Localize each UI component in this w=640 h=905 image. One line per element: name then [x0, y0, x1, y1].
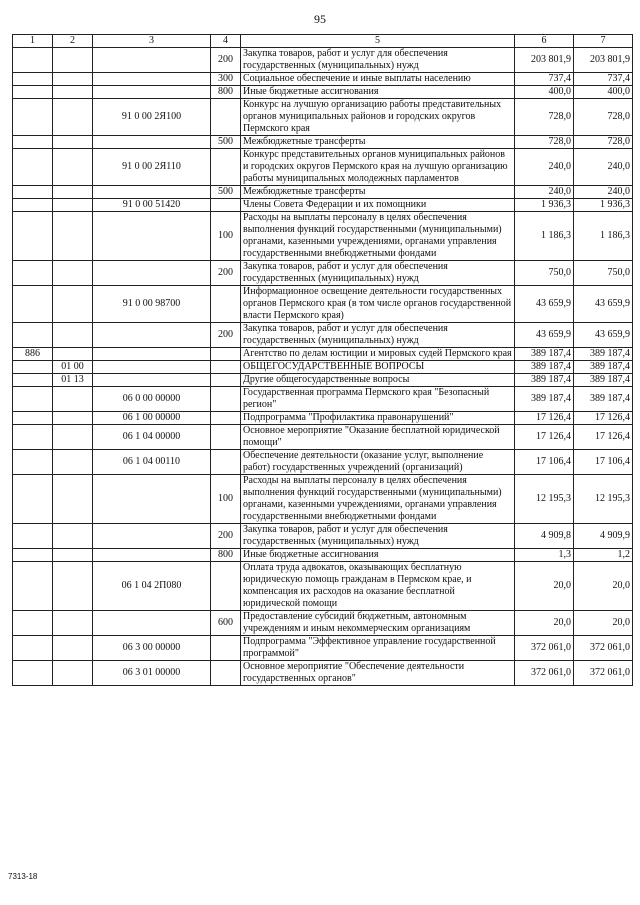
- expense-type-cell: [211, 149, 241, 186]
- target-article-cell: 91 0 00 98700: [93, 286, 211, 323]
- item-name-cell: Закупка товаров, работ и услуг для обеспечения государственных (муниципальных) нужд: [241, 323, 515, 348]
- ministry-code-cell: [13, 374, 53, 387]
- column-header: 3: [93, 35, 211, 48]
- item-name-cell: Основное мероприятие "Обеспечение деятельности государственных органов": [241, 661, 515, 686]
- amount-cell: 17 126,4: [515, 412, 574, 425]
- ministry-code-cell: [13, 48, 53, 73]
- table-row: [13, 412, 633, 425]
- section-code-cell: [53, 286, 93, 323]
- column-header: 4: [211, 35, 241, 48]
- target-article-cell: [93, 323, 211, 348]
- expense-type-cell: 100: [211, 475, 241, 524]
- amount-cell: 240,0: [574, 149, 633, 186]
- section-code-cell: [53, 524, 93, 549]
- target-article-cell: [93, 348, 211, 361]
- target-article-cell: [93, 524, 211, 549]
- section-code-cell: [53, 549, 93, 562]
- table-row: [13, 73, 633, 86]
- ministry-code-cell: [13, 136, 53, 149]
- amount-cell: 240,0: [574, 186, 633, 199]
- amount-cell: 389 187,4: [574, 374, 633, 387]
- section-code-cell: [53, 562, 93, 611]
- item-name-cell: Другие общегосударственные вопросы: [241, 374, 515, 387]
- table-row: [13, 323, 633, 348]
- amount-cell: 1,2: [574, 549, 633, 562]
- item-name-cell: Агентство по делам юстиции и мировых судей Пермского края: [241, 348, 515, 361]
- table-row: [13, 348, 633, 361]
- expense-type-cell: [211, 387, 241, 412]
- amount-cell: 400,0: [515, 86, 574, 99]
- document-code: 7313-18: [8, 872, 38, 881]
- item-name-cell: Закупка товаров, работ и услуг для обеспечения государственных (муниципальных) нужд: [241, 48, 515, 73]
- column-header: 1: [13, 35, 53, 48]
- table-row: [13, 562, 633, 611]
- item-name-cell: Члены Совета Федерации и их помощники: [241, 199, 515, 212]
- table-row: [13, 661, 633, 686]
- expense-type-cell: [211, 361, 241, 374]
- amount-cell: 1,3: [515, 549, 574, 562]
- amount-cell: 4 909,9: [574, 524, 633, 549]
- section-code-cell: [53, 212, 93, 261]
- target-article-cell: 06 1 04 00000: [93, 425, 211, 450]
- amount-cell: 737,4: [574, 73, 633, 86]
- ministry-code-cell: [13, 212, 53, 261]
- target-article-cell: [93, 475, 211, 524]
- target-article-cell: 06 3 00 00000: [93, 636, 211, 661]
- target-article-cell: [93, 186, 211, 199]
- ministry-code-cell: [13, 387, 53, 412]
- amount-cell: 17 106,4: [574, 450, 633, 475]
- expense-type-cell: [211, 661, 241, 686]
- amount-cell: 203 801,9: [574, 48, 633, 73]
- ministry-code-cell: [13, 186, 53, 199]
- amount-cell: 240,0: [515, 149, 574, 186]
- section-code-cell: [53, 348, 93, 361]
- section-code-cell: [53, 73, 93, 86]
- target-article-cell: [93, 73, 211, 86]
- target-article-cell: 06 1 00 00000: [93, 412, 211, 425]
- ministry-code-cell: [13, 524, 53, 549]
- ministry-code-cell: [13, 425, 53, 450]
- amount-cell: 203 801,9: [515, 48, 574, 73]
- column-header: 5: [241, 35, 515, 48]
- amount-cell: 12 195,3: [574, 475, 633, 524]
- table-row: [13, 450, 633, 475]
- table-row: [13, 149, 633, 186]
- item-name-cell: Подпрограмма "Эффективное управление государственной программой": [241, 636, 515, 661]
- amount-cell: 750,0: [515, 261, 574, 286]
- target-article-cell: 91 0 00 2Я110: [93, 149, 211, 186]
- page-number: 95: [314, 12, 326, 26]
- target-article-cell: 06 0 00 00000: [93, 387, 211, 412]
- amount-cell: 43 659,9: [515, 286, 574, 323]
- target-article-cell: [93, 611, 211, 636]
- expense-type-cell: [211, 562, 241, 611]
- table-row: [13, 212, 633, 261]
- table-row: [13, 387, 633, 412]
- item-name-cell: Расходы на выплаты персоналу в целях обеспечения выполнения функций государственными (муниципальными) органами, казенными учреждениями, органами управления государственными внебюджетными фондами: [241, 212, 515, 261]
- section-code-cell: [53, 475, 93, 524]
- budget-table: [12, 34, 633, 686]
- item-name-cell: Государственная программа Пермского края "Безопасный регион": [241, 387, 515, 412]
- target-article-cell: [93, 549, 211, 562]
- ministry-code-cell: [13, 286, 53, 323]
- ministry-code-cell: [13, 99, 53, 136]
- section-code-cell: [53, 450, 93, 475]
- item-name-cell: Предоставление субсидий бюджетным, автономным учреждениям и иным некоммерческим организациям: [241, 611, 515, 636]
- item-name-cell: Социальное обеспечение и иные выплаты населению: [241, 73, 515, 86]
- column-number-row: [13, 35, 633, 48]
- table-row: [13, 199, 633, 212]
- target-article-cell: [93, 361, 211, 374]
- amount-cell: 737,4: [515, 73, 574, 86]
- target-article-cell: 06 1 04 2П080: [93, 562, 211, 611]
- amount-cell: 20,0: [515, 562, 574, 611]
- section-code-cell: [53, 425, 93, 450]
- amount-cell: 17 126,4: [515, 425, 574, 450]
- amount-cell: 20,0: [574, 611, 633, 636]
- ministry-code-cell: [13, 199, 53, 212]
- item-name-cell: ОБЩЕГОСУДАРСТВЕННЫЕ ВОПРОСЫ: [241, 361, 515, 374]
- ministry-code-cell: [13, 549, 53, 562]
- table-row: [13, 186, 633, 199]
- section-code-cell: 01 00: [53, 361, 93, 374]
- item-name-cell: Основное мероприятие "Оказание бесплатной юридической помощи": [241, 425, 515, 450]
- amount-cell: 43 659,9: [574, 323, 633, 348]
- target-article-cell: [93, 212, 211, 261]
- expense-type-cell: 200: [211, 261, 241, 286]
- amount-cell: 20,0: [515, 611, 574, 636]
- amount-cell: 372 061,0: [574, 636, 633, 661]
- ministry-code-cell: [13, 73, 53, 86]
- item-name-cell: Оплата труда адвокатов, оказывающих бесплатную юридическую помощь гражданам в Пермском крае, и компенсация их расходов на оказание бесплатной юридической помощи: [241, 562, 515, 611]
- column-header: 2: [53, 35, 93, 48]
- expense-type-cell: 500: [211, 186, 241, 199]
- amount-cell: 1 936,3: [515, 199, 574, 212]
- amount-cell: 389 187,4: [574, 348, 633, 361]
- target-article-cell: [93, 136, 211, 149]
- ministry-code-cell: [13, 86, 53, 99]
- item-name-cell: Подпрограмма "Профилактика правонарушений": [241, 412, 515, 425]
- target-article-cell: [93, 374, 211, 387]
- item-name-cell: Межбюджетные трансферты: [241, 136, 515, 149]
- section-code-cell: [53, 323, 93, 348]
- section-code-cell: [53, 86, 93, 99]
- section-code-cell: [53, 149, 93, 186]
- amount-cell: 750,0: [574, 261, 633, 286]
- table-row: [13, 636, 633, 661]
- item-name-cell: Конкурс представительных органов муниципальных районов и городских округов Пермского края на лучшую организацию работы муниципальных молодежных парламентов: [241, 149, 515, 186]
- item-name-cell: Обеспечение деятельности (оказание услуг, выполнение работ) государственных учреждений (организаций): [241, 450, 515, 475]
- section-code-cell: [53, 186, 93, 199]
- section-code-cell: [53, 611, 93, 636]
- amount-cell: 389 187,4: [515, 387, 574, 412]
- item-name-cell: Иные бюджетные ассигнования: [241, 86, 515, 99]
- table-row: [13, 475, 633, 524]
- ministry-code-cell: [13, 636, 53, 661]
- ministry-code-cell: 886: [13, 348, 53, 361]
- expense-type-cell: 500: [211, 136, 241, 149]
- expense-type-cell: [211, 348, 241, 361]
- ministry-code-cell: [13, 450, 53, 475]
- amount-cell: 389 187,4: [515, 361, 574, 374]
- expense-type-cell: 300: [211, 73, 241, 86]
- amount-cell: 372 061,0: [515, 661, 574, 686]
- ministry-code-cell: [13, 611, 53, 636]
- table-row: [13, 374, 633, 387]
- target-article-cell: 91 0 00 51420: [93, 199, 211, 212]
- amount-cell: 372 061,0: [515, 636, 574, 661]
- amount-cell: 400,0: [574, 86, 633, 99]
- section-code-cell: [53, 387, 93, 412]
- ministry-code-cell: [13, 261, 53, 286]
- section-code-cell: [53, 261, 93, 286]
- amount-cell: 43 659,9: [515, 323, 574, 348]
- expense-type-cell: [211, 286, 241, 323]
- amount-cell: 1 186,3: [574, 212, 633, 261]
- ministry-code-cell: [13, 412, 53, 425]
- table-row: [13, 549, 633, 562]
- amount-cell: 17 126,4: [574, 425, 633, 450]
- expense-type-cell: [211, 374, 241, 387]
- item-name-cell: Иные бюджетные ассигнования: [241, 549, 515, 562]
- item-name-cell: Расходы на выплаты персоналу в целях обеспечения выполнения функций государственными (муниципальными) органами, казенными учреждениями, органами управления государственными внебюджетными фондами: [241, 475, 515, 524]
- target-article-cell: [93, 48, 211, 73]
- section-code-cell: [53, 412, 93, 425]
- expense-type-cell: 100: [211, 212, 241, 261]
- table-row: [13, 286, 633, 323]
- amount-cell: 389 187,4: [574, 361, 633, 374]
- target-article-cell: 06 3 01 00000: [93, 661, 211, 686]
- amount-cell: 372 061,0: [574, 661, 633, 686]
- item-name-cell: Межбюджетные трансферты: [241, 186, 515, 199]
- expense-type-cell: 600: [211, 611, 241, 636]
- ministry-code-cell: [13, 562, 53, 611]
- expense-type-cell: 200: [211, 524, 241, 549]
- column-header: 7: [574, 35, 633, 48]
- item-name-cell: Закупка товаров, работ и услуг для обеспечения государственных (муниципальных) нужд: [241, 261, 515, 286]
- amount-cell: 389 187,4: [515, 348, 574, 361]
- amount-cell: 43 659,9: [574, 286, 633, 323]
- expense-type-cell: [211, 636, 241, 661]
- amount-cell: 17 126,4: [574, 412, 633, 425]
- amount-cell: 1 936,3: [574, 199, 633, 212]
- amount-cell: 240,0: [515, 186, 574, 199]
- ministry-code-cell: [13, 361, 53, 374]
- target-article-cell: [93, 261, 211, 286]
- amount-cell: 17 106,4: [515, 450, 574, 475]
- table-row: [13, 48, 633, 73]
- expense-type-cell: 800: [211, 86, 241, 99]
- expense-type-cell: [211, 412, 241, 425]
- amount-cell: 4 909,8: [515, 524, 574, 549]
- table-row: [13, 611, 633, 636]
- table-row: [13, 361, 633, 374]
- item-name-cell: Конкурс на лучшую организацию работы представительных органов муниципальных районов и городских округов Пермского края: [241, 99, 515, 136]
- ministry-code-cell: [13, 661, 53, 686]
- table-row: [13, 261, 633, 286]
- ministry-code-cell: [13, 475, 53, 524]
- ministry-code-cell: [13, 149, 53, 186]
- target-article-cell: 06 1 04 00110: [93, 450, 211, 475]
- target-article-cell: 91 0 00 2Я100: [93, 99, 211, 136]
- section-code-cell: [53, 661, 93, 686]
- table-row: [13, 136, 633, 149]
- column-header: 6: [515, 35, 574, 48]
- section-code-cell: [53, 99, 93, 136]
- table-row: [13, 524, 633, 549]
- table-row: [13, 425, 633, 450]
- amount-cell: 728,0: [515, 99, 574, 136]
- amount-cell: 728,0: [574, 136, 633, 149]
- section-code-cell: [53, 199, 93, 212]
- section-code-cell: [53, 636, 93, 661]
- expense-type-cell: [211, 199, 241, 212]
- target-article-cell: [93, 86, 211, 99]
- section-code-cell: [53, 136, 93, 149]
- section-code-cell: 01 13: [53, 374, 93, 387]
- amount-cell: 728,0: [515, 136, 574, 149]
- amount-cell: 389 187,4: [515, 374, 574, 387]
- amount-cell: 12 195,3: [515, 475, 574, 524]
- expense-type-cell: [211, 450, 241, 475]
- section-code-cell: [53, 48, 93, 73]
- amount-cell: 389 187,4: [574, 387, 633, 412]
- table-row: [13, 86, 633, 99]
- amount-cell: 20,0: [574, 562, 633, 611]
- table-row: [13, 99, 633, 136]
- expense-type-cell: [211, 425, 241, 450]
- expense-type-cell: 200: [211, 48, 241, 73]
- amount-cell: 1 186,3: [515, 212, 574, 261]
- ministry-code-cell: [13, 323, 53, 348]
- item-name-cell: Закупка товаров, работ и услуг для обеспечения государственных (муниципальных) нужд: [241, 524, 515, 549]
- expense-type-cell: [211, 99, 241, 136]
- expense-type-cell: 200: [211, 323, 241, 348]
- item-name-cell: Информационное освещение деятельности государственных органов Пермского края (в том числе органов государственной власти Пермского края): [241, 286, 515, 323]
- amount-cell: 728,0: [574, 99, 633, 136]
- expense-type-cell: 800: [211, 549, 241, 562]
